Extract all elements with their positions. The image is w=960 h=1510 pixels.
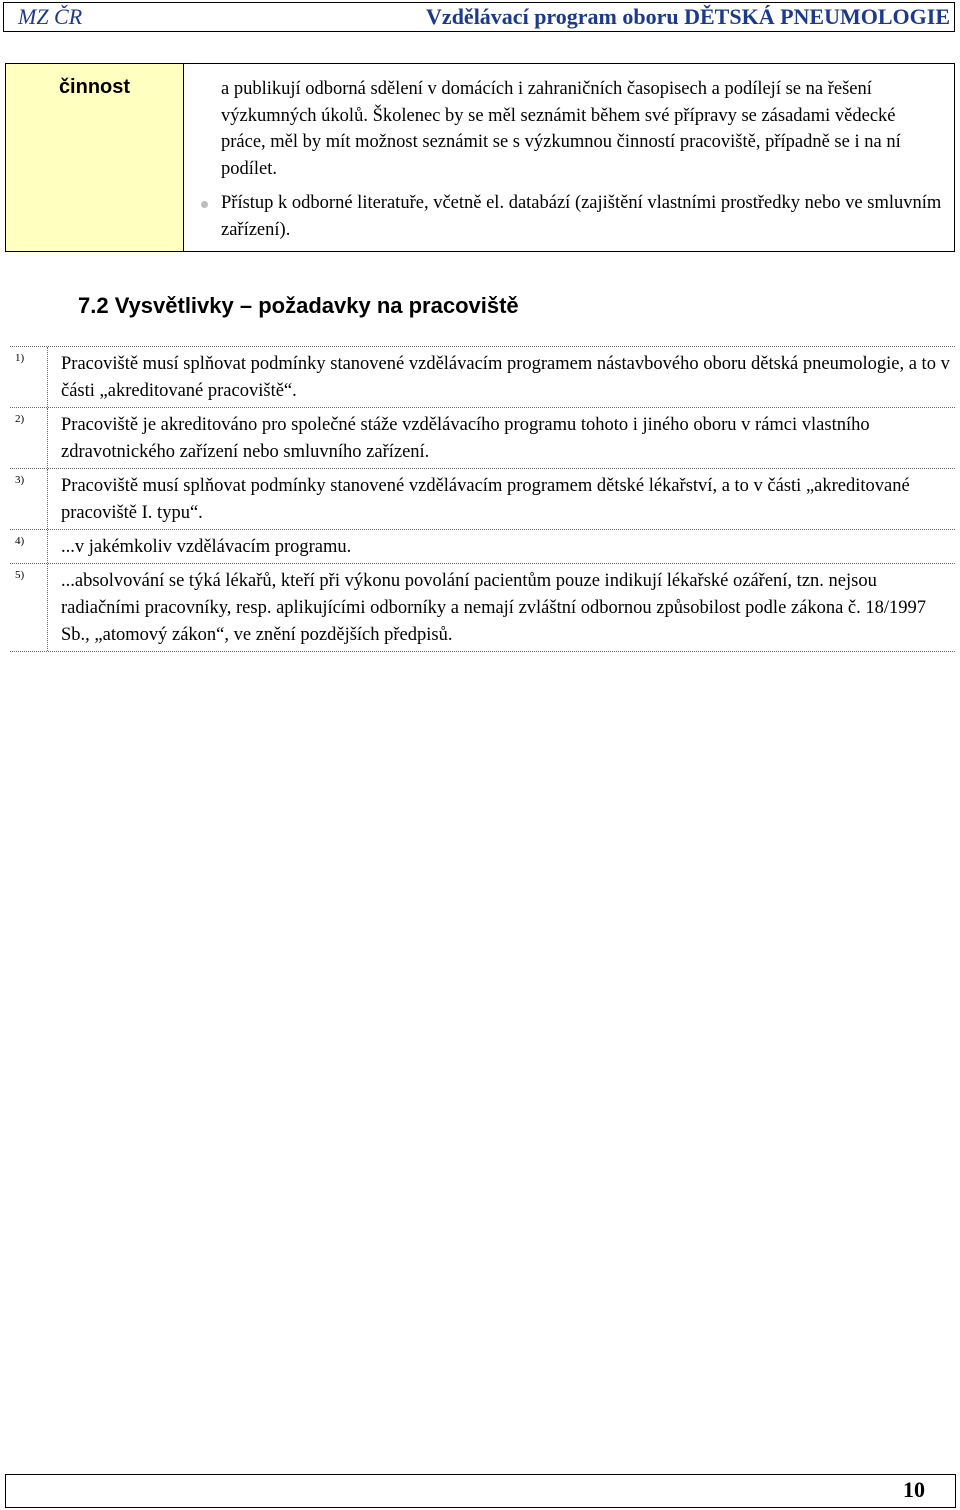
note-text: ...absolvování se týká lékařů, kteří při výkonu povolání pacientům pouze indikují lékařské ozáření, tzn. nejsou radiačními pracovníky, resp. aplikujícími odborníky a nemají zvláštní odbornou způsobilost podle zákona č. 18/1997 Sb., „atomový zákon“, ve znění pozdějších předpisů. [61,571,927,645]
table-content-cell [184,64,954,251]
note-row [10,564,955,652]
note-row [10,530,955,564]
page-header [3,2,955,32]
note-row [10,469,955,530]
note-number: 3) [10,469,48,529]
note-row [10,408,955,469]
note-text: Pracoviště je akreditováno pro společné stáže vzdělávacího programu tohoto i jiného oboru v rámci vlastního zdravotnického zařízení nebo smluvního zařízení. [61,415,870,462]
note-number: 5) [10,564,48,651]
note-text: Pracoviště musí splňovat podmínky stanovené vzdělávacím programem nástavbového oboru dětská pneumologie, a to v části „akreditované pracoviště“. [61,354,950,401]
notes-list [10,346,955,652]
note-row [10,347,955,408]
section-title: 7.2 Vysvětlivky – požadavky na pracoviště [78,293,519,318]
table-label-cell: činnost [6,64,184,251]
note-number: 1) [10,347,48,407]
note-number: 4) [10,530,48,563]
bullet-icon [201,201,208,208]
header-left: MZ ČR [18,4,83,29]
table-bullet-text: Přístup k odborné literatuře, včetně el. databází (zajištění vlastními prostředky nebo ve smluvním zařízení). [221,193,942,240]
table-bullet-item [221,190,944,243]
page-footer [5,1474,956,1508]
page-number: 10 [903,1477,925,1502]
note-text: Pracoviště musí splňovat podmínky stanovené vzdělávacím programem dětské lékařství, a to v části „akreditované pracoviště I. typu“. [61,476,910,523]
activity-table [5,63,955,252]
note-text: ...v jakémkoliv vzdělávacím programu. [61,537,352,557]
note-number: 2) [10,408,48,468]
table-paragraph: a publikují odborná sdělení v domácích i zahraničních časopisech a podílejí se na řešení výzkumných úkolů. Školenec by se měl seznámit během své přípravy se zásadami vědecké práce, měl by mít možnost seznámit se s výzkumnou činností pracoviště, případně se i na ní podílet. [221,79,901,179]
header-title: Vzdělávací program oboru DĚTSKÁ PNEUMOLOGIE [426,4,950,29]
